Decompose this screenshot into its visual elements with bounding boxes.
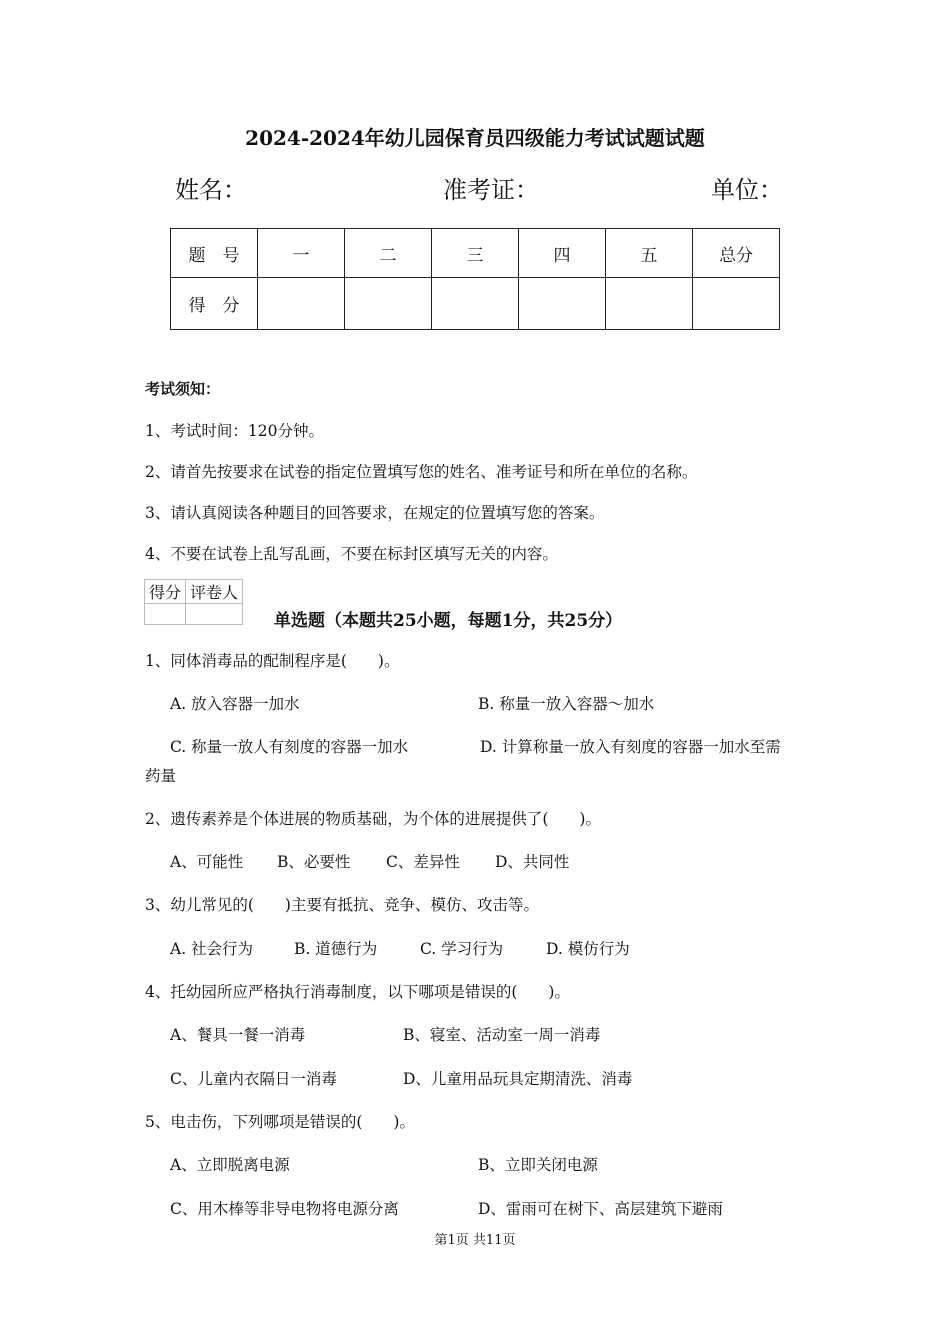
- question-stem: 5、电击伤，下列哪项是错误的( )。: [145, 1113, 415, 1131]
- answer-option[interactable]: B、寝室、活动室一周一消毒: [403, 1026, 601, 1044]
- notice-item: 2、请首先按要求在试卷的指定位置填写您的姓名、准考证号和所在单位的名称。: [145, 463, 698, 481]
- answer-option[interactable]: A、餐具一餐一消毒: [170, 1026, 306, 1044]
- answer-option[interactable]: B、立即关闭电源: [478, 1156, 598, 1174]
- question-stem: 4、托幼园所应严格执行消毒制度，以下哪项是错误的( )。: [145, 983, 570, 1001]
- score-cell[interactable]: [432, 278, 519, 330]
- grader-box: [144, 579, 243, 625]
- notice-item: 4、不要在试卷上乱写乱画，不要在标封区填写无关的内容。: [145, 545, 558, 563]
- answer-option[interactable]: B. 称量一放入容器～加水: [478, 695, 655, 713]
- answer-option[interactable]: C. 学习行为: [420, 940, 504, 958]
- score-table-header-cell: 三: [432, 229, 519, 278]
- score-table-header-cell: 五: [606, 229, 693, 278]
- page-footer: 第1页 共11页: [434, 1233, 516, 1248]
- score-cell[interactable]: [606, 278, 693, 330]
- score-table-header-row: [171, 229, 780, 278]
- answer-option[interactable]: C. 称量一放人有刻度的容器一加水: [170, 738, 409, 756]
- score-table-header-cell: 二: [345, 229, 432, 278]
- grader-score-label: 得分: [145, 580, 186, 604]
- answer-option[interactable]: C、差异性: [386, 853, 460, 871]
- question-stem: 1、同体消毒品的配制程序是( )。: [145, 652, 400, 670]
- answer-option[interactable]: D、共同性: [495, 853, 570, 871]
- answer-option[interactable]: D、儿童用品玩具定期清洗、消毒: [403, 1070, 633, 1088]
- answer-option[interactable]: B. 道德行为: [294, 940, 378, 958]
- answer-option[interactable]: A、立即脱离电源: [170, 1156, 290, 1174]
- score-table-score-row: [171, 278, 780, 330]
- score-table-header-cell: 四: [519, 229, 606, 278]
- notice-item: 1、考试时间：120分钟。: [145, 422, 324, 440]
- score-cell[interactable]: [519, 278, 606, 330]
- score-table-header-cell: 题 号: [171, 229, 258, 278]
- grader-reviewer-label: 评卷人: [186, 580, 243, 604]
- score-cell[interactable]: [258, 278, 345, 330]
- answer-option[interactable]: A. 放入容器一加水: [170, 695, 300, 713]
- notice-item: 3、请认真阅读各种题目的回答要求，在规定的位置填写您的答案。: [145, 504, 605, 522]
- answer-option[interactable]: C、儿童内衣隔日一消毒: [170, 1070, 337, 1088]
- unit-label: 单位：: [711, 176, 783, 204]
- grader-score-cell[interactable]: [145, 604, 186, 625]
- score-table: [170, 228, 780, 330]
- question-stem: 2、遗传素养是个体进展的物质基础，为个体的进展提供了( )。: [145, 810, 601, 828]
- answer-option-continuation: 药量: [145, 767, 177, 785]
- answer-option[interactable]: B、必要性: [277, 853, 351, 871]
- name-label: 姓名：: [175, 176, 247, 204]
- answer-option[interactable]: D. 计算称量一放入有刻度的容器一加水至需: [480, 738, 781, 756]
- answer-option[interactable]: A. 社会行为: [170, 940, 254, 958]
- section-title: 单选题（本题共25小题，每题1分，共25分）: [274, 611, 623, 631]
- answer-option[interactable]: D、雷雨可在树下、高层建筑下避雨: [478, 1200, 723, 1218]
- question-stem: 3、幼儿常见的( )主要有抵抗、竞争、模仿、攻击等。: [145, 896, 539, 914]
- score-cell[interactable]: [345, 278, 432, 330]
- page-title: 2024-2024年幼儿园保育员四级能力考试试题试题: [245, 126, 705, 150]
- exam-number-label: 准考证：: [443, 176, 539, 204]
- answer-option[interactable]: A、可能性: [170, 853, 244, 871]
- score-row-label: 得 分: [171, 278, 258, 330]
- score-table-header-cell: 总分: [693, 229, 780, 278]
- answer-option[interactable]: D. 模仿行为: [546, 940, 630, 958]
- score-cell[interactable]: [693, 278, 780, 330]
- notice-heading: 考试须知：: [145, 380, 221, 398]
- score-table-header-cell: 一: [258, 229, 345, 278]
- grader-reviewer-cell[interactable]: [186, 604, 243, 625]
- answer-option[interactable]: C、用木棒等非导电物将电源分离: [170, 1200, 399, 1218]
